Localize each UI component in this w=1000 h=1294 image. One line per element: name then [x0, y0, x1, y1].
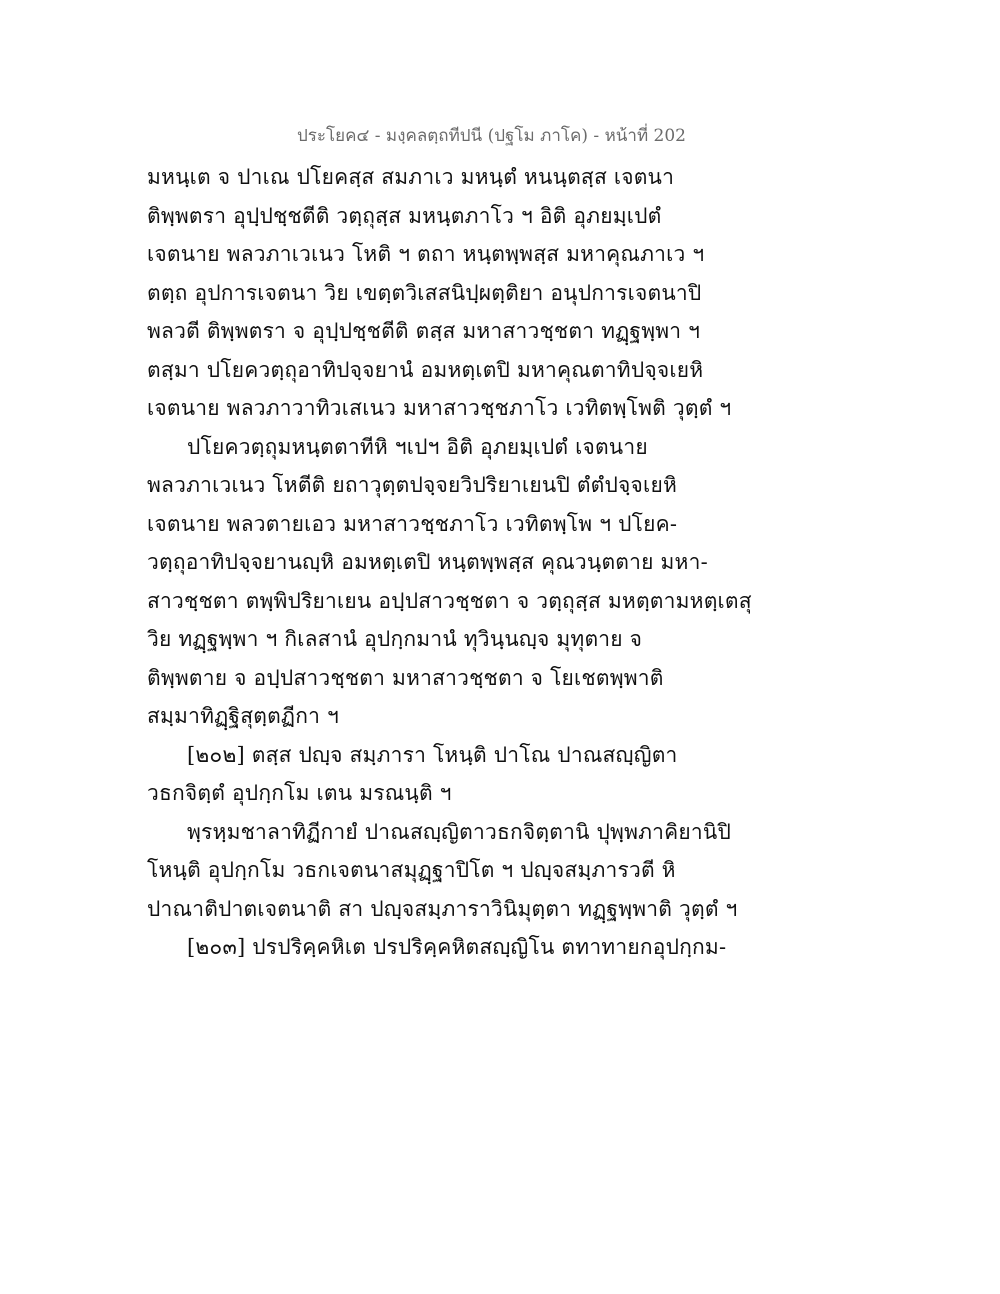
text-line: วิย ทฏฺฐพฺพา ฯ กิเลสานํ อุปกฺกมานํ ทุวินฺนญฺจ มุทุตาย จ — [147, 627, 643, 651]
text-line: มหนฺเต จ ปาเณ ปโยคสฺส สมภาเว มหนฺตํ หนนฺตสฺส เจตนา — [147, 165, 675, 189]
paragraph-first-line: [๒๐๒] ตสฺส ปญฺจ สมฺภารา โหนฺติ ปาโณ ปาณสญฺญิตา — [187, 742, 678, 767]
text-line: วตฺถุอาทิปจฺจยานญฺหิ อมหตฺเตปิ หนฺตพฺพสฺส คุณวนฺตตาย มหา- — [147, 550, 708, 574]
paragraph-first-line: ปโยควตฺถุมหนฺตตาทีหิ ฯเปฯ อิติ อุภยมฺเปตํ เจตนาย — [187, 434, 648, 459]
paragraph-first-line: พฺรหฺมชาลาทิฏีกายํ ปาณสญฺญิตาวธกจิตฺตานิ ปุพฺพภาคิยานิปิ — [187, 819, 731, 844]
text-line: โหนฺติ อุปกฺกโม วธกเจตนาสมุฏฺฐาปิโต ฯ ปญฺจสมฺภารวตี หิ — [147, 858, 676, 882]
text-line: สาวชฺชตา ตพฺพิปริยาเยน อปฺปสาวชฺชตา จ วตฺถุสฺส มหตฺตามหตฺเตสุ — [147, 588, 752, 613]
text-line: เจตนาย พลวภาเวเนว โหติ ฯ ตถา หนฺตพฺพสฺส มหาคุณภาเว ฯ — [147, 242, 705, 266]
paragraph-first-line: [๒๐๓] ปรปริคฺคหิเต ปรปริคฺคหิตสญฺญิโน ตทาทายกอุปกฺกม- — [187, 935, 727, 959]
text-line: ตสฺมา ปโยควตฺถุอาทิปจฺจยานํ อมหตฺเตปิ มหาคุณตาทิปจฺจเยหิ — [147, 357, 704, 382]
text-line: ติพฺพตรา อุปฺปชฺชตีติ วตฺถุสฺส มหนฺตภาโว ฯ อิติ อุภยมฺเปตํ — [147, 203, 662, 228]
text-line: วธกจิตฺตํ อุปกฺกโม เตน มรณนฺติ ฯ — [147, 781, 452, 805]
text-line: ติพฺพตาย จ อปฺปสาวชฺชตา มหาสาวชฺชตา จ โยเชตพฺพาติ — [147, 665, 664, 690]
text-line: พลวภาเวเนว โหตีติ ยถาวุตฺตปจฺจยวิปริยาเยนปิ ตํตํปจฺจเยหิ — [147, 473, 677, 497]
text-line: เจตนาย พลวตายเอว มหาสาวชฺชภาโว เวทิตพฺโพ ฯ ปโยค- — [147, 511, 678, 536]
body-text — [147, 158, 752, 967]
text-line: พลวตี ติพฺพตรา จ อุปฺปชฺชตีติ ตสฺส มหาสาวชฺชตา ทฏฺฐพฺพา ฯ — [147, 319, 701, 343]
running-header: ประโยค๔ - มงฺคลตฺถทีปนี (ปฐโม ภาโค) - หน้าที่ 202 — [297, 126, 686, 146]
text-line: ตตฺถ อุปการเจตนา วิย เขตฺตวิเสสนิปฺผตฺติยา อนุปการเจตนาปิ — [147, 280, 702, 305]
text-line: ปาณาติปาตเจตนาติ สา ปญฺจสมฺภาราวินิมุตฺตา ทฏฺฐพฺพาติ วุตฺตํ ฯ — [147, 896, 738, 921]
text-line: เจตนาย พลวภาวาทิวเสเนว มหาสาวชฺชภาโว เวทิตพฺโพติ วุตฺตํ ฯ — [147, 396, 732, 420]
text-line: สมฺมาทิฏฺฐิสุตฺตฏีกา ฯ — [147, 704, 339, 728]
